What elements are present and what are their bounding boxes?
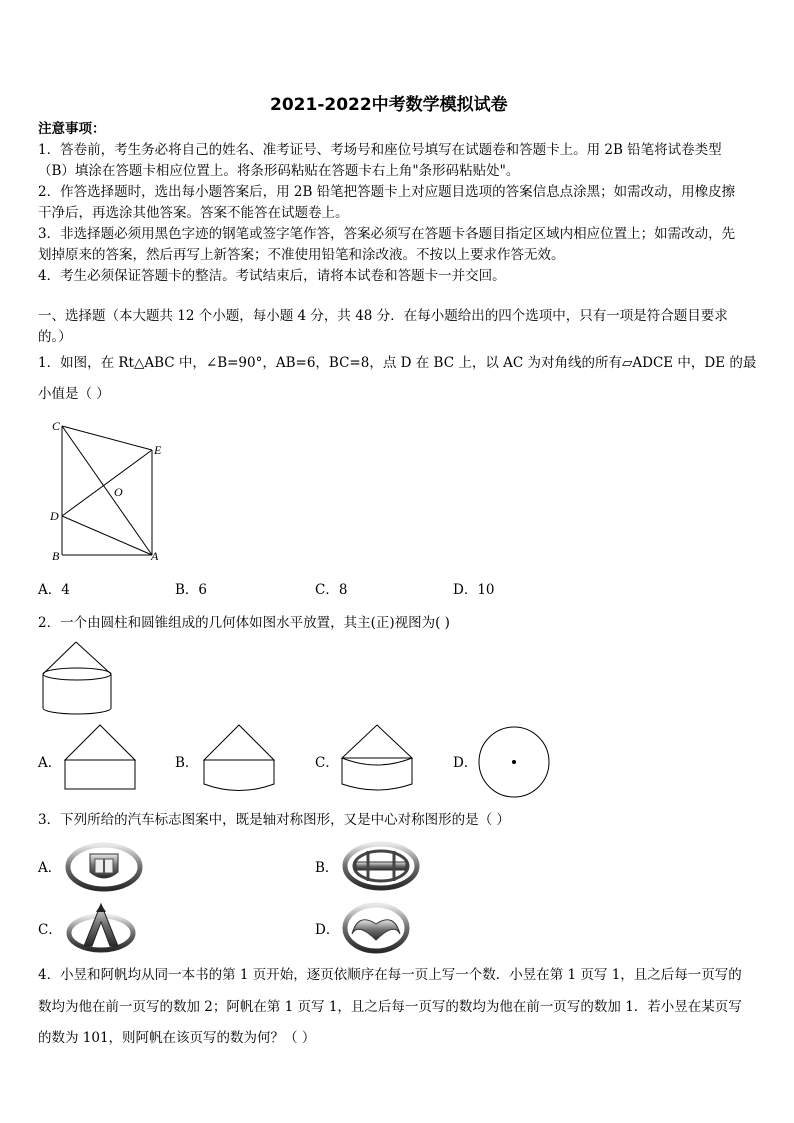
notice-line: 3．非选择题必须用黑色字迹的钢笔或签字笔作答，答案必须写在答题卡各题目指定区域内相应位置上；如需改动，先 — [38, 226, 736, 242]
section-heading-cont: 的。） — [38, 329, 72, 345]
q1-option-d[interactable]: D．10 — [453, 582, 495, 598]
q3-option-d-label[interactable]: D． — [315, 922, 340, 938]
notice-line: 4．考生必须保证答题卡的整洁。考试结束后，请将本试卷和答题卡一并交回。 — [38, 268, 506, 284]
label-o: O — [114, 485, 123, 499]
label-e: E — [154, 443, 162, 457]
q1-option-b[interactable]: B．6 — [175, 582, 208, 598]
label-d: D — [50, 509, 59, 523]
label-a: A — [151, 549, 159, 563]
label-b: B — [52, 549, 60, 563]
q4-stem-cont: 数均为他在前一页写的数加 2；阿帆在第 1 页写 1，且之后每一页写的数均为他在前一页写的数加 1．若小昱在某页写 — [38, 999, 742, 1015]
q1-figure — [40, 412, 180, 562]
q1-stem: 1．如图，在 Rt△ABC 中，∠B=90°，AB=6，BC=8，点 D 在 BC 上，以 AC 为对角线的所有▱ADCE 中，DE 的最 — [38, 355, 757, 371]
q1-option-a[interactable]: A．4 — [38, 582, 70, 598]
q2-option-b-figure[interactable] — [203, 722, 277, 794]
notice-line: 干净后，再选涂其他答案。答案不能答在试题卷上。 — [38, 205, 349, 221]
q2-option-a-figure[interactable] — [64, 722, 138, 794]
notice-line: （B）填涂在答题卡相应位置上。将条形码粘贴在答题卡右上角"条形码粘贴处"。 — [38, 163, 520, 179]
section-heading: 一、选择题（本大题共 12 个小题，每小题 4 分，共 48 分．在每小题给出的四个选项中，只有一项是符合题目要求 — [38, 308, 728, 324]
q4-stem: 4．小昱和阿帆均从同一本书的第 1 页开始，逐页依顺序在每一页上写一个数．小昱在第 1 页写 1，且之后每一页写的 — [38, 967, 742, 983]
notice-line: 划掉原来的答案，然后再写上新答案；不准使用铅笔和涂改液。不按以上要求作答无效。 — [38, 247, 565, 263]
notice-line: 2．作答选择题时，选出每小题答案后，用 2B 铅笔把答题卡上对应题目选项的答案信息点涂黑；如需改动，用橡皮擦 — [38, 184, 736, 200]
q2-option-c-figure[interactable] — [341, 722, 415, 794]
q2-option-d-figure[interactable] — [478, 726, 552, 798]
q3-option-b-logo[interactable] — [342, 840, 420, 892]
label-c: C — [52, 419, 61, 433]
q1-stem-cont: 小值是（ ） — [38, 386, 110, 402]
q4-stem-cont: 的数为 101，则阿帆在该页写的数为何？（ ） — [38, 1030, 316, 1046]
notice-heading: 注意事项： — [38, 121, 106, 137]
q2-option-c-label[interactable]: C． — [315, 755, 339, 771]
q1-option-c[interactable]: C．8 — [315, 582, 348, 598]
q2-option-d-label[interactable]: D． — [453, 755, 478, 771]
q3-option-a-logo[interactable] — [66, 842, 142, 892]
notice-line: 1．答卷前，考生务必将自己的姓名、准考证号、考场号和座位号填写在试题卷和答题卡上。用 2B 铅笔将试卷类型 — [38, 142, 722, 158]
q3-option-d-logo[interactable] — [342, 902, 410, 954]
q3-option-c-logo[interactable] — [66, 900, 136, 954]
q2-stem: 2．一个由圆柱和圆锥组成的几何体如图水平放置，其主(正)视图为( ) — [38, 615, 450, 631]
q2-option-a-label[interactable]: A． — [38, 755, 62, 771]
q3-option-a-label[interactable]: A． — [38, 860, 62, 876]
page-title: 2021-2022中考数学模拟试卷 — [270, 95, 508, 115]
q3-stem: 3．下列所给的汽车标志图案中，既是轴对称图形，又是中心对称图形的是（ ） — [38, 812, 510, 828]
q2-solid-figure — [38, 640, 118, 718]
q3-option-c-label[interactable]: C． — [38, 922, 62, 938]
q3-option-b-label[interactable]: B． — [315, 860, 339, 876]
q2-option-b-label[interactable]: B． — [175, 755, 199, 771]
